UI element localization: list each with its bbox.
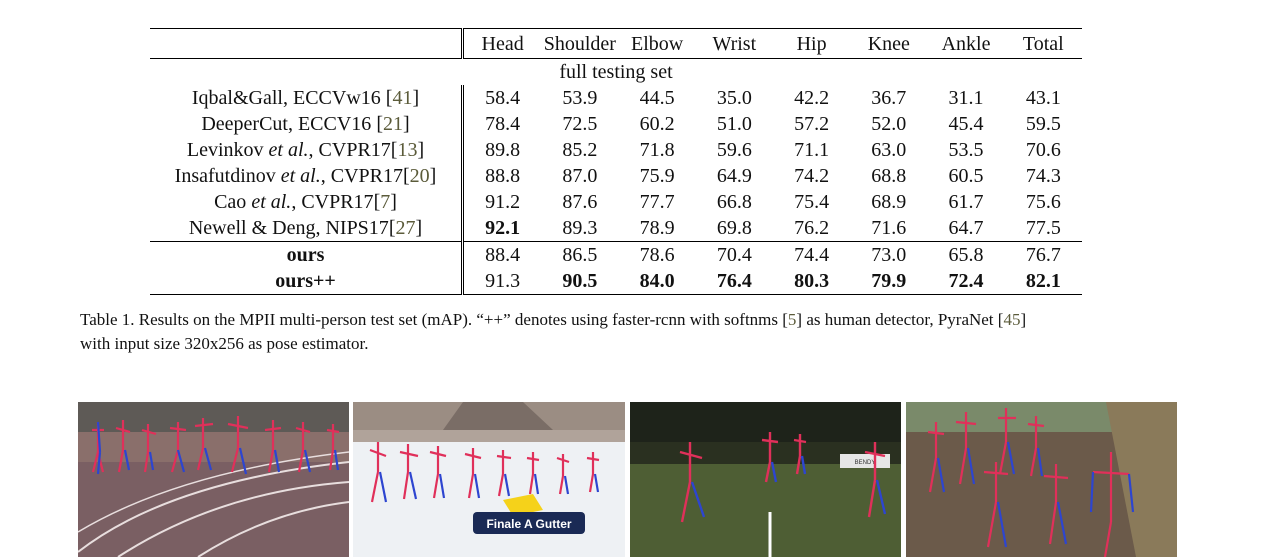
table-body-ours xyxy=(150,242,1082,295)
table-cell: 68.9 xyxy=(871,191,907,213)
table-cell: 80.3 xyxy=(773,268,850,295)
figure-panel-crowd xyxy=(906,402,1177,557)
citation-link[interactable]: 21 xyxy=(382,113,403,135)
table-cell: 71.6 xyxy=(871,217,907,239)
table-cell: 31.1 xyxy=(948,87,984,109)
table-cell: 35.0 xyxy=(716,87,752,109)
citation-link[interactable]: 20 xyxy=(409,165,430,187)
table-row xyxy=(150,111,1082,137)
table-cell: 75.4 xyxy=(794,191,830,213)
table-cell: 88.8 xyxy=(485,165,521,187)
method-label-italic: et al. xyxy=(251,191,292,213)
table-cell: 76.2 xyxy=(794,217,830,239)
method-label: DeeperCut, ECCV16 xyxy=(201,113,377,135)
table-cell: 89.3 xyxy=(562,217,598,239)
table-cell: 92.1 xyxy=(485,217,521,239)
table-cell: 42.2 xyxy=(794,87,830,109)
table-cell: 87.6 xyxy=(562,191,598,213)
caption-text-1: Table 1. Results on the MPII multi-person test set (mAP). “++” denotes using faster-rcnn with softnms [ xyxy=(80,310,788,329)
table-cell: 79.9 xyxy=(850,268,927,295)
table-cell: 70.4 xyxy=(696,242,773,269)
table-cell: 91.2 xyxy=(485,191,521,213)
results-table-container xyxy=(150,28,1082,295)
table-body-baselines xyxy=(150,59,1082,242)
table-cell: 72.5 xyxy=(562,113,598,135)
method-name: Cao et al., CVPR17[7] xyxy=(150,189,463,215)
table-cell: 45.4 xyxy=(948,113,984,135)
table-cell: 82.1 xyxy=(1005,268,1082,295)
method-name: Newell & Deng, NIPS17[27] xyxy=(150,215,463,242)
table-cell: 71.8 xyxy=(639,139,675,161)
header-total: Total xyxy=(1022,32,1064,55)
method-name: ours xyxy=(150,242,463,269)
header-ankle: Ankle xyxy=(941,32,991,55)
method-name: Iqbal&Gall, ECCVw16 [41] xyxy=(150,85,463,111)
citation-link[interactable]: 13 xyxy=(397,139,418,161)
table-cell: 71.1 xyxy=(794,139,830,161)
table-cell: 84.0 xyxy=(618,268,695,295)
track-image xyxy=(78,402,349,557)
table-cell: 64.9 xyxy=(716,165,752,187)
table-cell: 74.4 xyxy=(773,242,850,269)
banner-text: BENDY xyxy=(854,460,876,466)
table-cell: 61.7 xyxy=(948,191,984,213)
section-label: full testing set xyxy=(559,61,673,83)
table-row-ours xyxy=(150,242,1082,269)
table-cell: 66.8 xyxy=(716,191,752,213)
skiers-image xyxy=(353,402,625,557)
table-cell: 77.5 xyxy=(1025,217,1061,239)
table-cell: 60.5 xyxy=(948,165,984,187)
header-hip: Hip xyxy=(796,32,827,55)
table-caption xyxy=(80,308,1180,356)
citation-link[interactable]: 7 xyxy=(380,191,391,213)
caption-citation-softnms[interactable]: 5 xyxy=(787,310,797,329)
figure-panel-track xyxy=(78,402,349,557)
table-cell: 86.5 xyxy=(541,242,618,269)
table-cell: 57.2 xyxy=(794,113,830,135)
table-cell: 85.2 xyxy=(562,139,598,161)
table-cell: 58.4 xyxy=(485,87,521,109)
table-cell: 91.3 xyxy=(463,268,542,295)
table-cell: 69.8 xyxy=(716,217,752,239)
table-cell: 75.9 xyxy=(639,165,675,187)
table-cell: 44.5 xyxy=(639,87,675,109)
table-cell: 53.9 xyxy=(562,87,598,109)
caption-text-3: ] xyxy=(1020,310,1027,329)
table-cell: 52.0 xyxy=(871,113,907,135)
table-cell: 70.6 xyxy=(1025,139,1061,161)
table-cell: 63.0 xyxy=(871,139,907,161)
qualitative-results-figure xyxy=(78,402,1178,557)
header-shoulder: Shoulder xyxy=(543,32,616,55)
results-table xyxy=(150,28,1082,295)
caption-text-line2: with input size 320x256 as pose estimator. xyxy=(80,334,369,353)
citation-link[interactable]: 27 xyxy=(395,217,416,239)
table-cell: 75.6 xyxy=(1025,191,1061,213)
method-name: Levinkov et al., CVPR17[13] xyxy=(150,137,463,163)
table-cell: 43.1 xyxy=(1025,87,1061,109)
table-cell: 78.6 xyxy=(618,242,695,269)
method-name: ours++ xyxy=(150,268,463,295)
table-cell: 60.2 xyxy=(639,113,675,135)
section-label-row xyxy=(150,59,1082,86)
table-cell: 74.2 xyxy=(794,165,830,187)
caption-citation-pyranet[interactable]: 45 xyxy=(1003,310,1021,329)
table-cell: 36.7 xyxy=(871,87,907,109)
table-header-row xyxy=(150,29,1082,59)
method-label: Newell & Deng, NIPS17 xyxy=(188,217,389,239)
header-head: Head xyxy=(481,32,524,55)
table-cell: 78.4 xyxy=(485,113,521,135)
caption-text-2: ] as human detector, PyraNet [ xyxy=(796,310,1004,329)
table-row-ours xyxy=(150,268,1082,295)
table-row xyxy=(150,163,1082,189)
table-cell: 53.5 xyxy=(948,139,984,161)
table-cell: 64.7 xyxy=(948,217,984,239)
table-cell: 59.5 xyxy=(1025,113,1061,135)
header-elbow: Elbow xyxy=(630,32,684,55)
method-label-venue: , CVPR17 xyxy=(291,191,374,213)
figure-panel-field xyxy=(630,402,901,557)
table-row xyxy=(150,137,1082,163)
table-cell: 74.3 xyxy=(1025,165,1061,187)
table-cell: 76.7 xyxy=(1005,242,1082,269)
method-label-venue: , CVPR17 xyxy=(308,139,391,161)
table-cell: 88.4 xyxy=(463,242,542,269)
field-image xyxy=(630,402,901,557)
crowd-image xyxy=(906,402,1177,557)
table-cell: 72.4 xyxy=(927,268,1004,295)
method-name: Insafutdinov et al., CVPR17[20] xyxy=(150,163,463,189)
method-label-italic: et al. xyxy=(280,165,321,187)
table-cell: 76.4 xyxy=(696,268,773,295)
citation-link[interactable]: 41 xyxy=(392,87,413,109)
table-cell: 68.8 xyxy=(871,165,907,187)
sign-text: Finale A Gutter xyxy=(486,517,572,531)
header-knee: Knee xyxy=(867,32,910,55)
table-cell: 51.0 xyxy=(716,113,752,135)
figure-panel-skiers xyxy=(353,402,625,557)
header-wrist: Wrist xyxy=(712,32,757,55)
method-label: Insafutdinov xyxy=(174,165,281,187)
table-cell: 73.0 xyxy=(850,242,927,269)
method-label: Levinkov xyxy=(186,139,269,161)
method-label-italic: et al. xyxy=(268,139,309,161)
table-row xyxy=(150,189,1082,215)
table-cell: 89.8 xyxy=(485,139,521,161)
table-cell: 78.9 xyxy=(639,217,675,239)
method-label: Iqbal&Gall, ECCVw16 xyxy=(191,87,386,109)
method-name: DeeperCut, ECCV16 [21] xyxy=(150,111,463,137)
table-cell: 87.0 xyxy=(562,165,598,187)
table-row xyxy=(150,85,1082,111)
table-cell: 65.8 xyxy=(927,242,1004,269)
table-cell: 77.7 xyxy=(639,191,675,213)
table-cell: 90.5 xyxy=(541,268,618,295)
header-method xyxy=(150,29,463,59)
table-cell: 59.6 xyxy=(716,139,752,161)
table-row xyxy=(150,215,1082,242)
method-label: Cao xyxy=(214,191,252,213)
method-label-venue: , CVPR17 xyxy=(320,165,403,187)
